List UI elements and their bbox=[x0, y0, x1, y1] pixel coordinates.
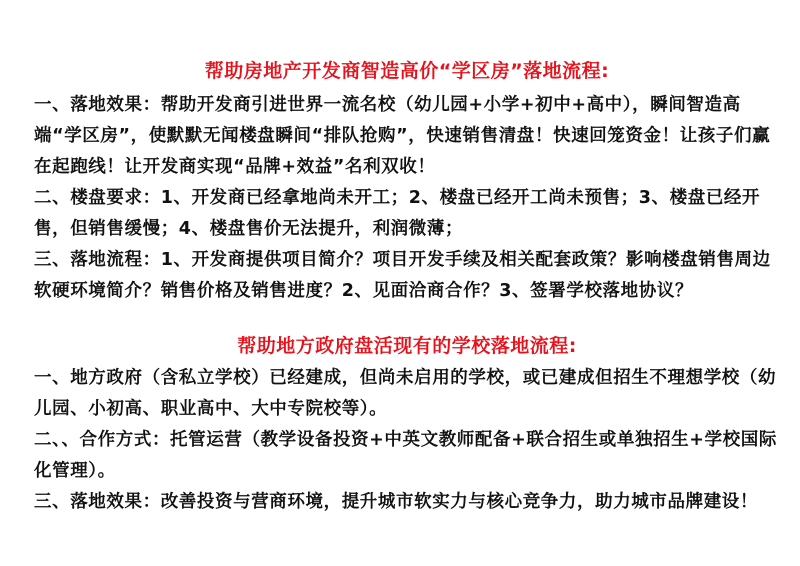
paragraph-landing-effect: 一、落地效果：帮助开发商引进世界一流名校（幼儿园+小学+初中+高中），瞬间智造高端“学区房”，使默默无闻楼盘瞬间“排队抢购”，快速销售清盘！快速回笼资金！让孩子们赢在起跑线！让开发商实现“品牌+效益”名利双收！ bbox=[34, 95, 771, 177]
section-title: 帮助房地产开发商智造高价“学区房”落地流程: bbox=[204, 60, 610, 82]
paragraph-property-requirements: 二、楼盘要求：1、开发商已经拿地尚未开工；2、楼盘已经开工尚未预售；3、楼盘已经开售，但销售缓慢；4、楼盘售价无法提升，利润微薄； bbox=[34, 188, 761, 239]
paragraph-government-schools: 一、地方政府（含私立学校）已经建成，但尚未启用的学校，或已建成但招生不理想学校（幼儿园、小初高、职业高中、大中专院校等）。 bbox=[34, 368, 777, 419]
paragraph-landing-process: 三、落地流程：1、开发商提供项目简介？项目开发手续及相关配套政策？影响楼盘销售周边软硬环境简介？销售价格及销售进度？2、见面洽商合作？3、签署学校落地协议？ bbox=[34, 250, 771, 301]
section-government-schools bbox=[34, 333, 780, 518]
paragraph-landing-effect: 三、落地效果：改善投资与营商环境，提升城市软实力与核心竞争力，助力城市品牌建设！ bbox=[34, 492, 758, 512]
section-developer-school-district bbox=[34, 58, 780, 307]
section-title: 帮助地方政府盘活现有的学校落地流程: bbox=[237, 335, 577, 357]
paragraph-cooperation-mode: 二、、合作方式：托管运营（教学设备投资+中英文教师配备+联合招生或单独招生+学校国际化管理）。 bbox=[34, 430, 777, 481]
